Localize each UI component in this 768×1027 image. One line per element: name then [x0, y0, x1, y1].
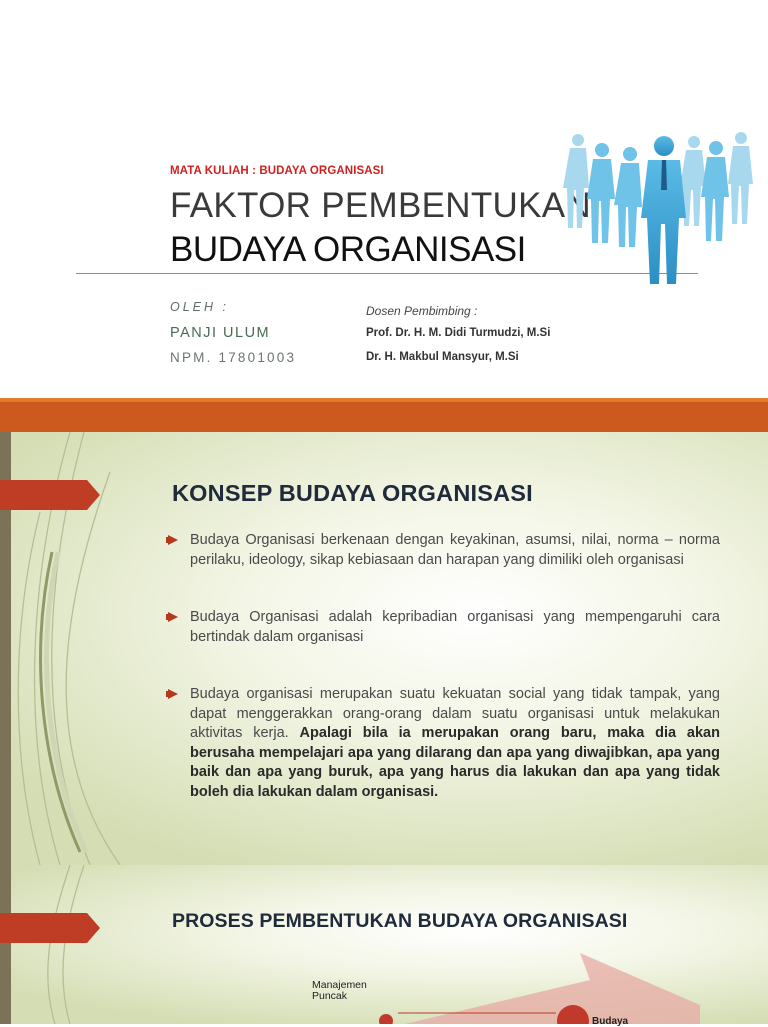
people-silhouettes-icon — [556, 128, 768, 290]
supervisor-1: Prof. Dr. H. M. Didi Turmudzi, M.Si — [366, 327, 551, 339]
bullet-text-bold: Apalagi bila ia merupakan orang baru, maka dia akan berusaha mempelajari apa yang dilarang dan apa yang diwajibkan, apa yang baik dan apa yang buruk, apa yang harus dia lakukan dan apa yang tidak boleh dia lakukan dalam organisasi. — [190, 725, 720, 800]
bullet-arrow-icon — [168, 689, 178, 699]
process-node-1 — [379, 1014, 393, 1024]
title-line-1: FAKTOR PEMBENTUKAN — [170, 186, 591, 225]
bullet-item — [168, 608, 720, 647]
concept-bullet-list — [168, 531, 720, 802]
bullet-arrow-icon — [168, 535, 178, 545]
node-label-culture: Budaya — [592, 1016, 629, 1027]
supervisor-label: Dosen Pembimbing : — [366, 304, 478, 318]
title-slide — [0, 0, 768, 398]
bullet-text: Budaya Organisasi berkenaan dengan keyakinan, asumsi, nilai, norma – norma perilaku, ideology, sikap kebiasaan dan harapan yang dimiliki oleh organisasi — [190, 532, 720, 568]
node-label-line-1: Manajemen — [312, 979, 367, 991]
supervisor-2: Dr. H. Makbul Mansyur, M.Si — [366, 351, 519, 363]
slide-divider-band — [0, 398, 768, 432]
by-label: OLEH : — [170, 300, 229, 314]
process-heading: PROSES PEMBENTUKAN BUDAYA ORGANISASI — [172, 910, 628, 932]
author-name: PANJI ULUM — [170, 325, 271, 341]
author-npm: NPM. 17801003 — [170, 350, 297, 365]
heading-arrow-marker — [0, 480, 100, 510]
process-slide — [0, 865, 768, 1024]
course-label: MATA KULIAH : BUDAYA ORGANISASI — [170, 165, 384, 177]
node-label-top-management — [312, 980, 367, 1002]
bullet-item — [168, 531, 720, 570]
bullet-text: Budaya Organisasi adalah kepribadian organisasi yang mempengaruhi cara bertindak dalam organisasi — [190, 609, 720, 645]
bullet-text: Budaya organisasi merupakan suatu kekuatan social yang tidak tampak, yang dapat menggerakkan orang-orang dalam suatu organisasi untuk melakukan aktivitas kerja. — [190, 686, 720, 741]
process-diagram — [0, 865, 768, 1024]
bullet-item — [168, 685, 720, 802]
bullet-arrow-icon — [168, 612, 178, 622]
concept-heading: KONSEP BUDAYA ORGANISASI — [172, 480, 533, 506]
title-line-2: BUDAYA ORGANISASI — [170, 230, 526, 269]
node-label-line-2: Puncak — [312, 990, 348, 1002]
